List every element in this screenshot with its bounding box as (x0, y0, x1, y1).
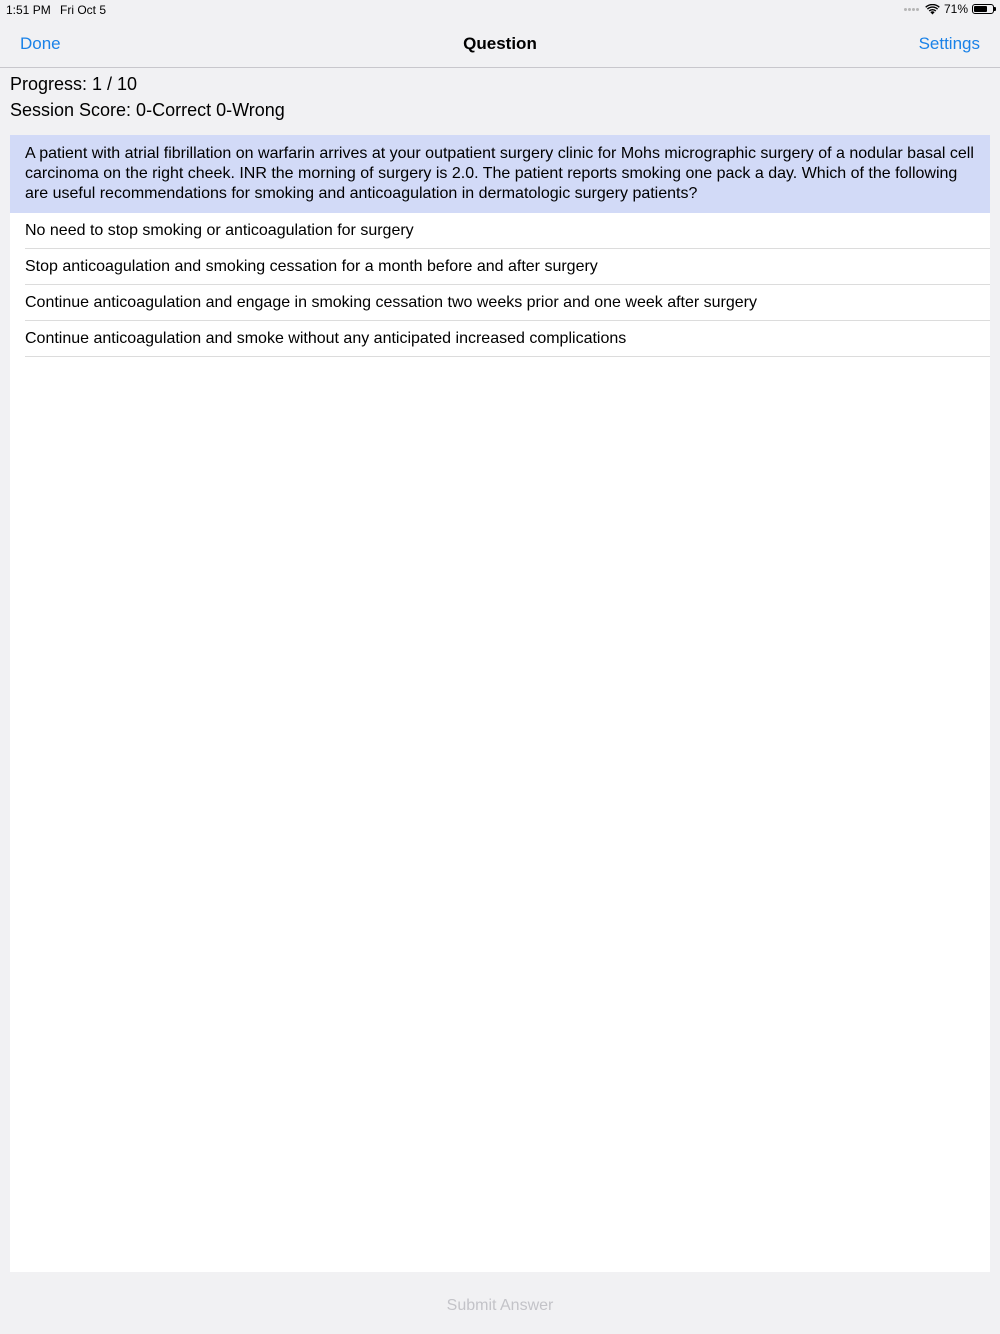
done-button[interactable]: Done (20, 34, 61, 53)
battery-percentage: 71% (943, 2, 968, 16)
page-title: Question (463, 34, 537, 53)
battery-icon (972, 4, 994, 14)
wifi-icon (925, 4, 940, 15)
status-date: Fri Oct 5 (60, 3, 107, 17)
question-card (10, 135, 990, 1272)
answer-option-1[interactable]: No need to stop smoking or anticoagulation for surgery (25, 213, 990, 249)
battery-level (974, 6, 987, 12)
status-time: 1:51 PM (6, 3, 51, 17)
progress-label: Progress: 1 / 10 (10, 74, 138, 94)
answer-option-4[interactable]: Continue anticoagulation and smoke without any anticipated increased complications (25, 321, 990, 357)
status-bar (0, 0, 1000, 20)
status-indicators (904, 2, 994, 16)
answer-option-3[interactable]: Continue anticoagulation and engage in smoking cessation two weeks prior and one week after surgery (25, 285, 990, 321)
submit-answer-button[interactable]: Submit Answer (446, 1297, 554, 1314)
answer-option-2[interactable]: Stop anticoagulation and smoking cessation for a month before and after surgery (25, 249, 990, 285)
navigation-bar (0, 20, 1000, 68)
settings-button[interactable]: Settings (918, 34, 980, 53)
session-score-label: Session Score: 0-Correct 0-Wrong (10, 100, 285, 120)
cellular-dots-icon (904, 8, 919, 11)
question-text: A patient with atrial fibrillation on warfarin arrives at your outpatient surgery clinic for Mohs micrographic surgery of a nodular basal cell carcinoma on the right cheek. INR the morning of surgery is 2.0. The patient reports smoking one pack a day. Which of the following are useful recommendations for smoking and anticoagulation in dermatologic surgery patients? (10, 135, 990, 213)
answer-list (10, 213, 990, 357)
